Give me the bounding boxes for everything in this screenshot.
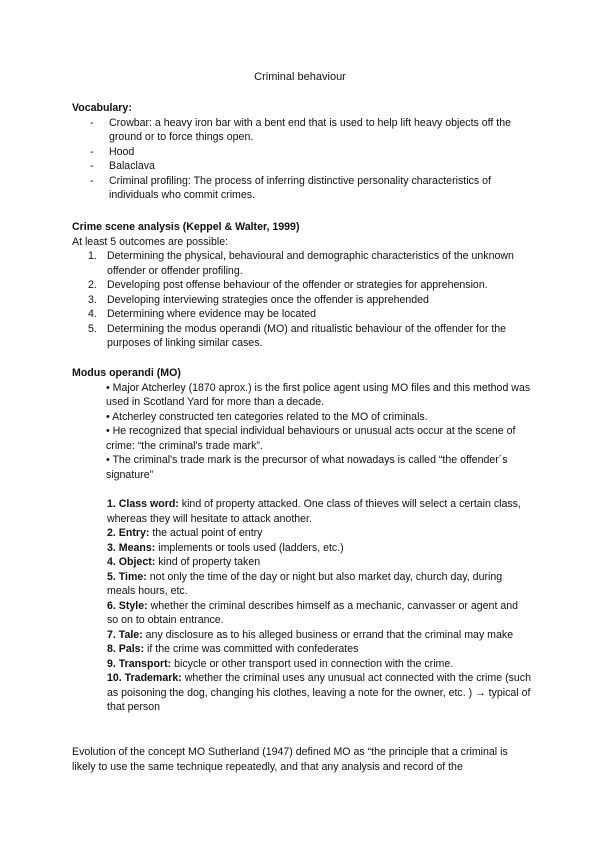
list-item: 4. Determining where evidence may be located [88, 308, 317, 320]
vocabulary-heading: Vocabulary: [72, 102, 132, 114]
outcomes-list [72, 249, 532, 351]
list-item: - Criminal profiling: The process of inferring distinctive personality characteristics of individuals who commit crimes. [90, 174, 491, 201]
evolution-paragraph: Evolution of the concept MO Sutherland (1947) defined MO as “the principle that a criminal is likely to use the same technique repeatedly, and that any analysis and record of the [72, 746, 508, 773]
modus-bullets [72, 381, 532, 483]
list-item: 5. Determining the modus operandi (MO) and ritualistic behaviour of the offender for the purposes of linking similar cases. [88, 322, 507, 349]
page-title: Criminal behaviour [254, 71, 346, 83]
crime-scene-section [72, 220, 532, 351]
list-item: 1. Determining the physical, behavioural and demographic characteristics of the unknown offender or offender profiling. [88, 250, 514, 277]
list-item: 2. Developing post offense behaviour of the offender or strategies for apprehension. [88, 279, 488, 291]
list-item: • The criminal's trade mark is the precursor of what nowadays is called “the offender´s signature” [106, 454, 508, 481]
list-item: 7. Tale: any disclosure as to his alleged business or errand that the criminal may make [107, 628, 514, 641]
list-item: • Major Atcherley (1870 aprox.) is the first police agent using MO files and this method was used in Scotland Yard for more than a decade. [106, 381, 531, 408]
list-item: 8. Pals: if the crime was committed with confederates [107, 643, 359, 655]
list-item: 10. Trademark: whether the criminal uses any unusual act connected with the crime (such as poisoning the dog, changing his clothes, leaving a note for the owner, etc. ) → typical of that person [107, 672, 531, 713]
list-item: 4. Object: kind of property taken [107, 556, 261, 568]
list-item: - Crowbar: a heavy iron bar with a bent end that is used to help lift heavy objects off the ground or to force things open. [90, 116, 512, 143]
list-item: 9. Transport: bicycle or other transport used in connection with the crime. [107, 657, 454, 670]
crime-scene-heading: Crime scene analysis (Keppel & Walter, 1999) [72, 221, 300, 233]
list-item: 5. Time: not only the time of the day or night but also market day, church day, during meals hours, etc. [107, 570, 503, 597]
mo-categories-list [72, 497, 532, 715]
list-item: • He recognized that special individual behaviours or unusual acts occur at the scene of crime: “the criminal's trade mark”. [106, 425, 516, 452]
vocabulary-section [72, 101, 532, 203]
list-item: 3. Means: implements or tools used (ladders, etc.) [107, 541, 344, 554]
list-item: 2. Entry: the actual point of entry [107, 527, 263, 539]
list-item: • Atcherley constructed ten categories related to the MO of criminals. [106, 410, 428, 423]
list-item: 3. Developing interviewing strategies once the offender is apprehended [88, 293, 429, 306]
crime-scene-intro: At least 5 outcomes are possible: [72, 235, 229, 248]
list-item: 6. Style: whether the criminal describes himself as a mechanic, canvasser or agent and so on to obtain entrance. [107, 599, 519, 626]
modus-heading: Modus operandi (MO) [72, 367, 181, 379]
vocabulary-list [72, 116, 532, 203]
list-item: 1. Class word: kind of property attacked. One class of thieves will select a certain class, whereas they will hesitate to attack another. [107, 498, 521, 525]
list-item: - Hood [90, 145, 135, 158]
list-item: - Balaclava [90, 160, 155, 172]
modus-operandi-section [72, 366, 532, 482]
